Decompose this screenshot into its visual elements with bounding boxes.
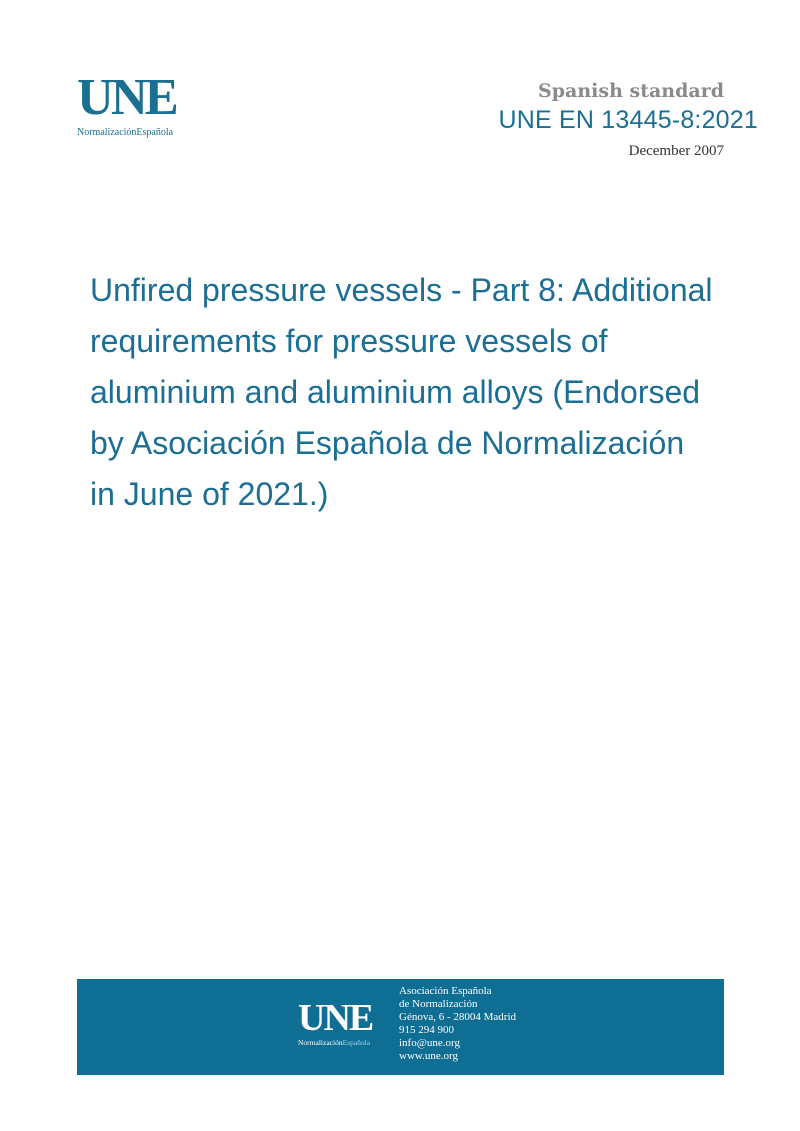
footer-website: www.une.org	[399, 1050, 458, 1062]
footer-band	[77, 979, 724, 1075]
publication-date: December 2007	[628, 143, 724, 159]
logo-sub-esp: Española	[136, 127, 174, 138]
title-line: in June of 2021.)	[90, 476, 329, 512]
footer-logo-sub-norm: Normalización	[298, 1038, 343, 1047]
footer-logo	[298, 999, 372, 1048]
footer-org-line: de Normalización	[399, 998, 478, 1010]
footer-contact	[399, 985, 516, 1063]
document-title	[90, 265, 760, 520]
une-logo	[77, 69, 202, 139]
footer-logo-subtitle	[298, 1038, 372, 1048]
document-type: Spanish standard	[538, 80, 724, 102]
footer-org-line: Asociación Española	[399, 985, 492, 997]
title-line: requirements for pressure vessels of	[90, 323, 608, 359]
footer-logo-sub-esp: Española	[342, 1038, 371, 1047]
footer-logo-wordmark: UNE	[298, 997, 373, 1039]
footer-phone: 915 294 900	[399, 1024, 454, 1036]
title-line: aluminium and aluminium alloys (Endorsed	[90, 374, 701, 410]
standard-code: UNE EN 13445-8:2021	[498, 106, 758, 134]
document-header	[498, 78, 758, 162]
logo-sub-norm: Normalización	[77, 127, 137, 138]
footer-address: Génova, 6 - 28004 Madrid	[399, 1011, 517, 1023]
title-line: by Asociación Española de Normalización	[90, 425, 685, 461]
logo-subtitle	[77, 127, 202, 139]
logo-wordmark: UNE	[77, 69, 176, 126]
title-line: Unfired pressure vessels - Part 8: Additional	[90, 272, 713, 308]
footer-email: info@une.org	[399, 1037, 460, 1049]
